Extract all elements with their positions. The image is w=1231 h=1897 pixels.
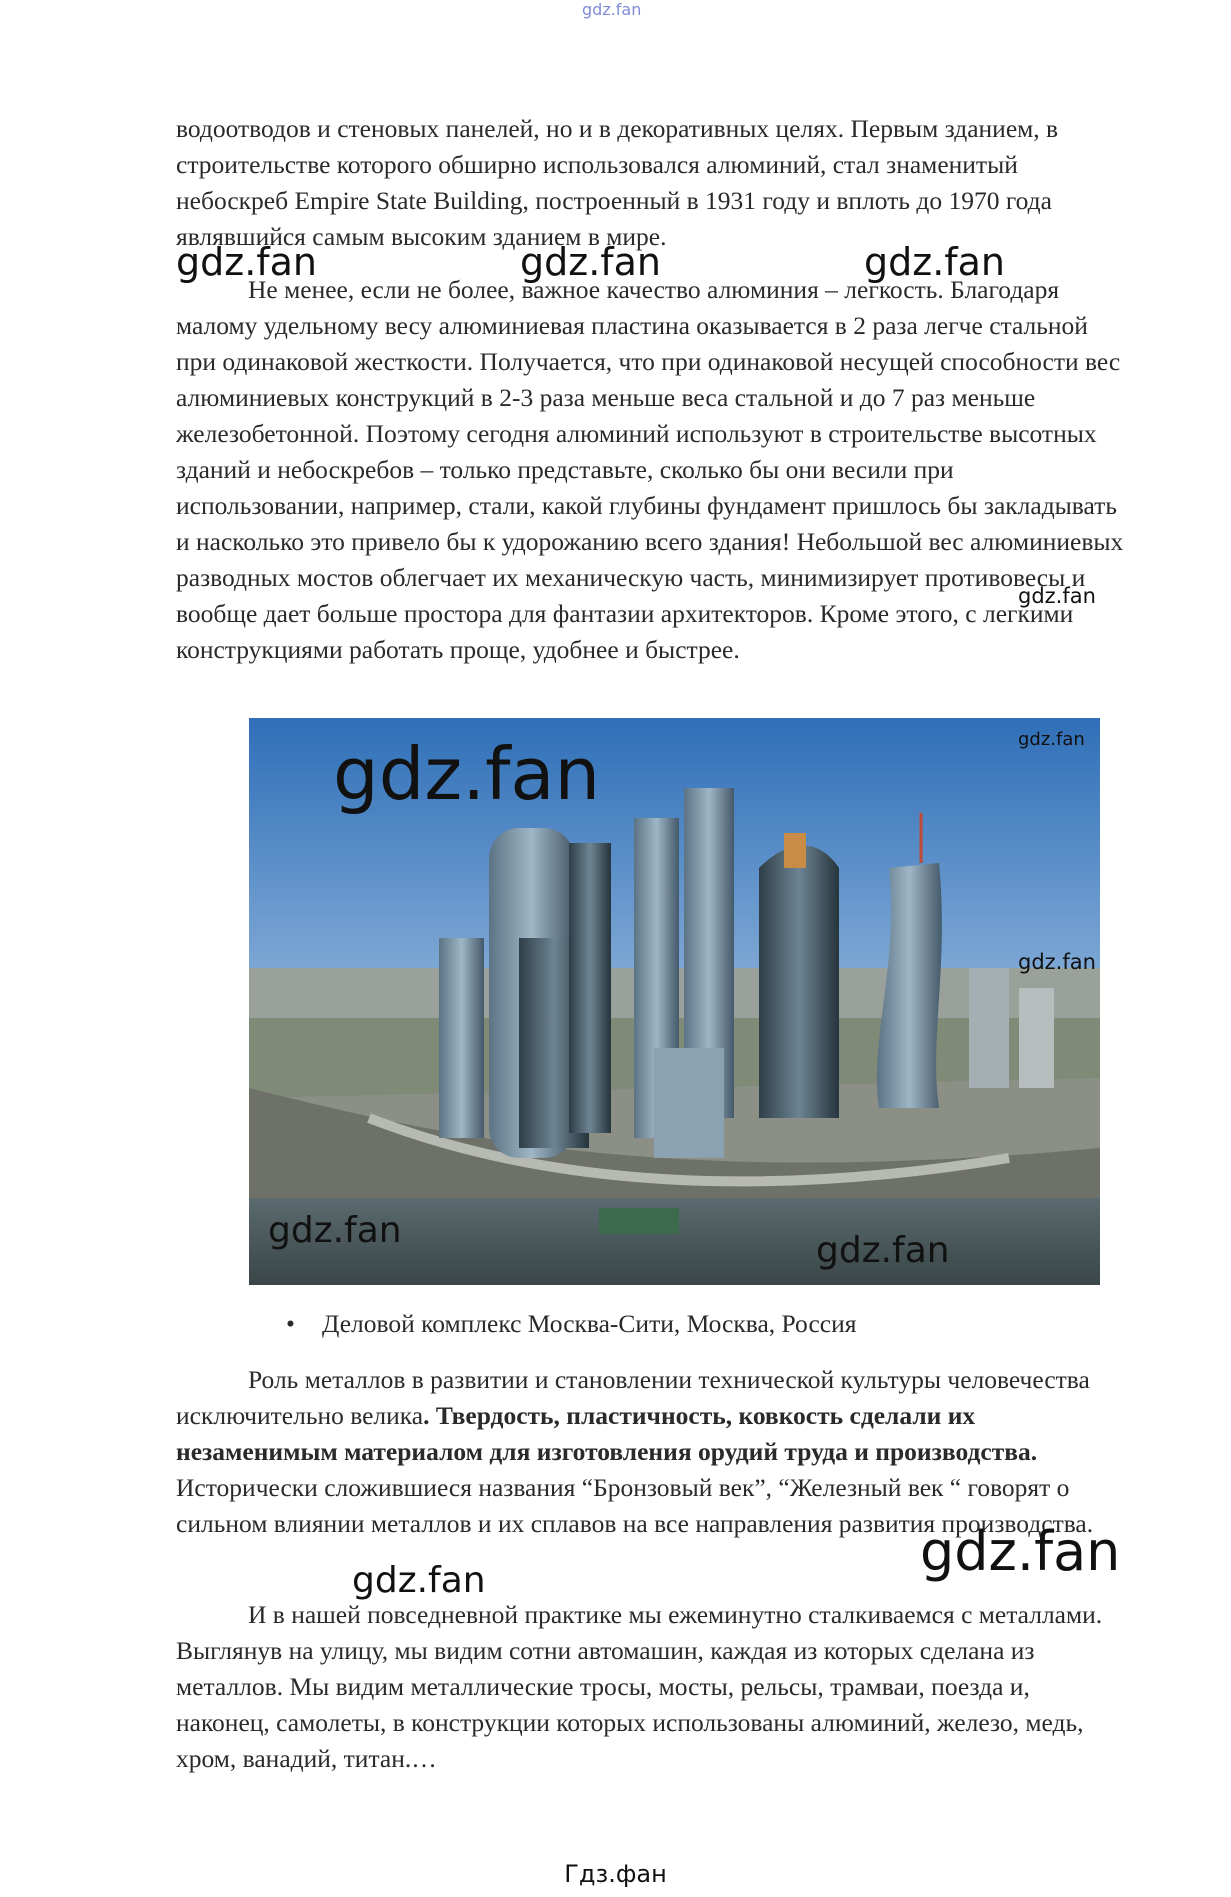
paragraph-3 <box>176 1362 1126 1542</box>
watermark-top: gdz.fan <box>582 0 642 19</box>
bullet-icon: • <box>286 1309 295 1338</box>
watermark-row-1-b: gdz.fan <box>520 240 662 284</box>
watermark-photo-small-top: gdz.fan <box>1018 729 1085 750</box>
paragraph-4-text: И в нашей повседневной практике мы ежеминутно сталкиваемся с металлами. Выглянув на улицу, мы видим сотни автомашин, каждая из которых сделана из металлов. Мы видим металлические тросы, мосты, рельсы, трамваи, поезда и, наконец, самолеты, в конструкции которых использованы алюминий, железо, медь, хром, ванадий, титан.… <box>176 1600 1103 1773</box>
watermark-paragraph-right: gdz.fan <box>1018 584 1096 608</box>
photo-caption-text: Деловой комплекс Москва-Сити, Москва, Россия <box>322 1309 857 1338</box>
watermark-row-1-c: gdz.fan <box>864 240 1006 284</box>
paragraph-3-start: Роль металлов в развитии и становлении технической культуры человечества исключительно велика <box>176 1365 1090 1430</box>
watermark-photo-bottom-left: gdz.fan <box>268 1210 402 1251</box>
paragraph-3-text <box>176 1362 1126 1542</box>
paragraph-4 <box>176 1597 1126 1777</box>
watermark-photo-right: gdz.fan <box>1018 950 1096 974</box>
watermark-photo-big: gdz.fan <box>333 732 601 816</box>
paragraph-1-text: водоотводов и стеновых панелей, но и в декоративных целях. Первым зданием, в строительстве которого обширно использовался алюминий, стал знаменитый небоскреб Empire State Building, построенный в 1931 году и вплоть до 1970 года являвшийся самым высоким зданием в мире. <box>176 114 1059 251</box>
watermark-photo-bottom-right: gdz.fan <box>816 1230 950 1271</box>
watermark-lower-big: gdz.fan <box>920 1520 1121 1583</box>
paragraph-2 <box>176 272 1126 668</box>
watermark-row-1-a: gdz.fan <box>176 240 318 284</box>
paragraph-3-end: Исторически сложившиеся названия “Бронзовый век”, “Железный век “ говорят о сильном влиянии металлов и их сплавов на все направления развития производства. <box>176 1473 1094 1538</box>
paragraph-2-text: Не менее, если не более, важное качество алюминия – легкость. Благодаря малому удельному весу алюминиевая пластина оказывается в 2 раза легче стальной при одинаковой жесткости. Получается, что при одинаковой несущей способности вес алюминиевых конструкций в 2-3 раза меньше веса стальной и до 7 раз меньше железобетонной. Поэтому сегодня алюминий используют в строительстве высотных зданий и небоскребов – только представьте, сколько бы они весили при использовании, например, стали, какой глубины фундамент пришлось бы закладывать и насколько это привело бы к удорожанию всего здания! Небольшой вес алюминиевых разводных мостов облегчает их механическую часть, минимизирует противовесы и вообще дает больше простора для фантазии архитекторов. Кроме этого, с легкими конструкциями работать проще, удобнее и быстрее. <box>176 275 1124 664</box>
paragraph-1 <box>176 111 1126 255</box>
watermark-lower-small: gdz.fan <box>352 1560 486 1601</box>
paragraph-3-bold: . Твердость, пластичность, ковкость сделали их незаменимым материалом для изготовления орудий труда и производства. <box>176 1401 1038 1466</box>
photo-caption <box>286 1306 856 1342</box>
page-footer: Гдз.фан <box>564 1860 667 1888</box>
